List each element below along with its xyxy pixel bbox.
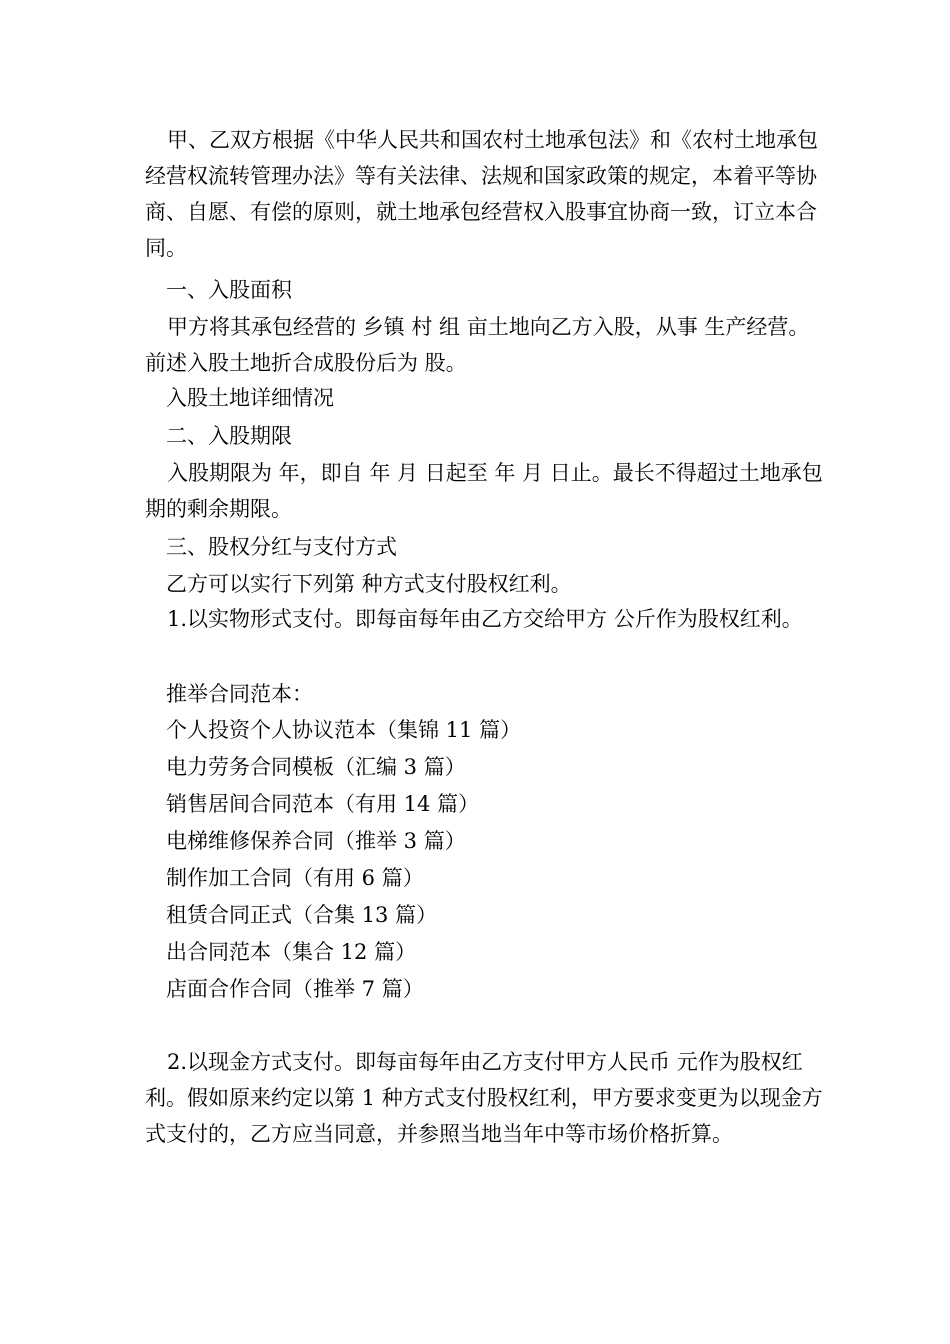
section-1-title: 一、入股面积 [166,278,292,302]
recommend-title: 推举合同范本： [166,682,313,706]
section-1-detail: 入股土地详细情况 [166,386,334,410]
recommend-item[interactable]: 租赁合同正式（合集 13 篇） [166,903,438,927]
recommend-item[interactable]: 出合同范本（集合 12 篇） [166,940,417,964]
item-1-paragraph: 1.以实物形式支付。即每亩每年由乙方交给甲方 公斤作为股权红利。 [167,607,803,631]
section-2-body: 入股期限为 年，即自 年 月 日起至 年 月 日止。最长不得超过土地承包期的剩余期限。 [145,461,823,521]
section-3-intro: 乙方可以实行下列第 种方式支付股权红利。 [166,572,572,596]
section-3-title: 三、股权分红与支付方式 [166,535,397,559]
recommend-item[interactable]: 销售居间合同范本（有用 14 篇） [166,792,480,816]
recommend-item[interactable]: 个人投资个人协议范本（集锦 11 篇） [166,718,522,742]
section-2-title: 二、入股期限 [166,424,292,448]
intro-paragraph: 甲、乙双方根据《中华人民共和国农村土地承包法》和《农村土地承包经营权流转管理办法》等有关法律、法规和国家政策的规定，本着平等协商、自愿、有偿的原则，就土地承包经营权入股事宜协商一致，订立本合同。 [145,128,818,260]
recommend-item[interactable]: 电力劳务合同模板（汇编 3 篇） [166,755,466,779]
recommend-item[interactable]: 店面合作合同（推举 7 篇） [166,977,424,1001]
section-1-body: 甲方将其承包经营的 乡镇 村 组 亩土地向乙方入股，从事 生产经营。前述入股土地折合成股份后为 股。 [145,315,810,375]
item-2-paragraph: 2.以现金方式支付。即每亩每年由乙方支付甲方人民币 元作为股权红利。假如原来约定以第 1 种方式支付股权红利，甲方要求变更为以现金方式支付的，乙方应当同意，并参照当地当年中等市场价格折算。 [145,1050,823,1146]
recommend-item[interactable]: 电梯维修保养合同（推举 3 篇） [166,829,466,853]
recommend-item[interactable]: 制作加工合同（有用 6 篇） [166,866,424,890]
